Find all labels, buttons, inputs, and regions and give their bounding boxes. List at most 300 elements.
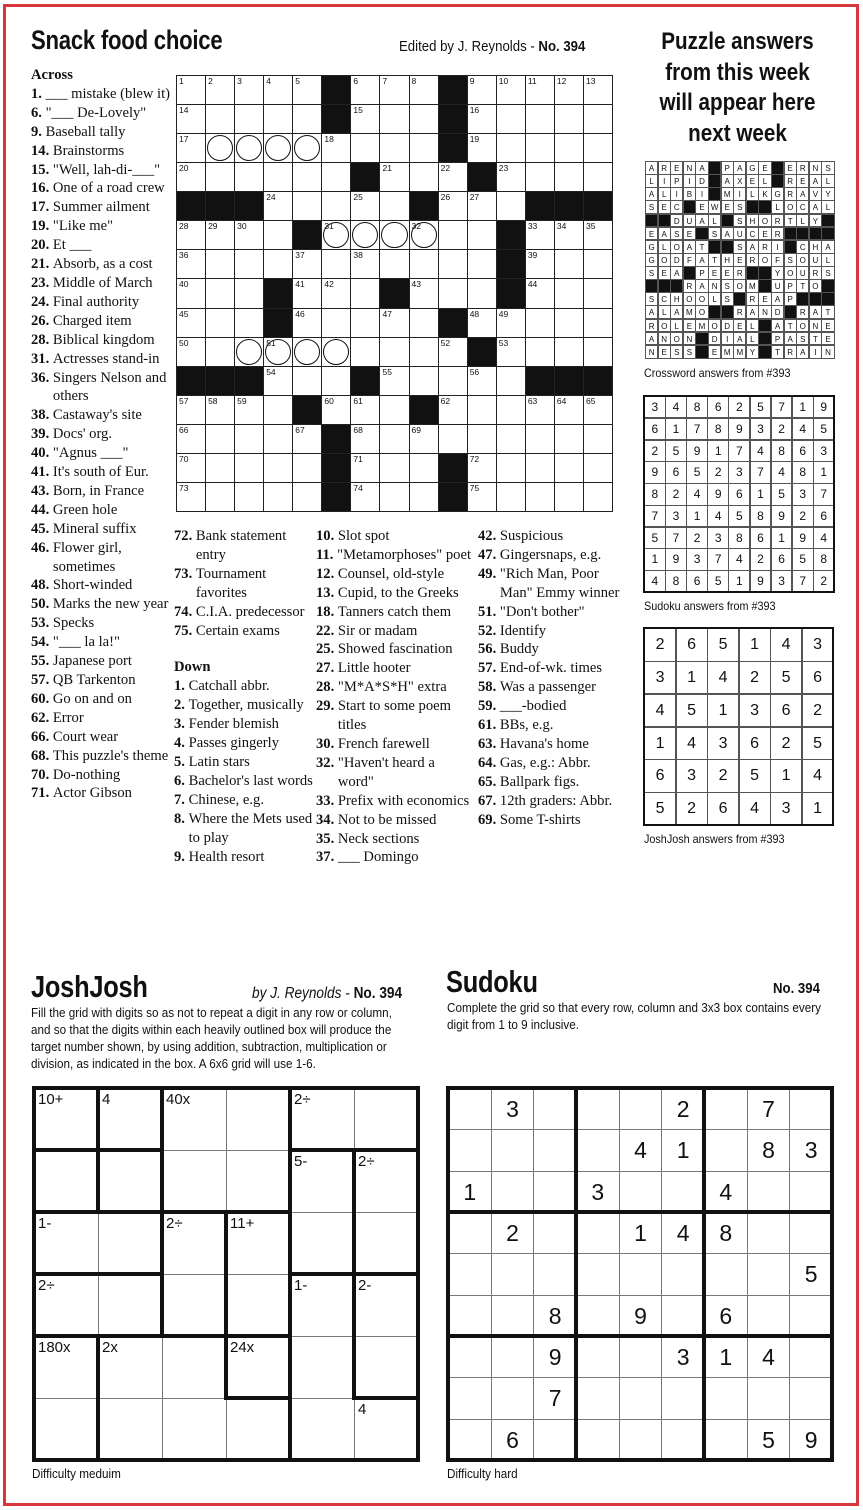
crossword-cell[interactable] [176, 104, 206, 134]
sudoku-cell-empty[interactable] [491, 1336, 535, 1378]
answer-digit: 5 [676, 694, 708, 728]
crossword-cell[interactable] [467, 395, 497, 425]
crossword-cell[interactable] [321, 308, 351, 338]
sudoku-cell-empty[interactable] [448, 1253, 492, 1295]
cell-number: 72 [469, 453, 480, 464]
sudoku-cell-empty[interactable] [789, 1336, 833, 1378]
crossword-cell[interactable] [205, 337, 235, 367]
sudoku-given: 3 [661, 1336, 705, 1378]
answer-digit: 6 [665, 461, 687, 483]
sudoku-cell-empty[interactable] [448, 1336, 492, 1378]
clue-item [174, 565, 314, 603]
sudoku-cell-empty[interactable] [576, 1253, 620, 1295]
sudoku-cell-empty[interactable] [533, 1212, 577, 1254]
sudoku-cell-empty[interactable] [747, 1212, 791, 1254]
crossword-cell[interactable] [379, 104, 409, 134]
crossword-cell[interactable] [438, 278, 468, 308]
crossword-cell[interactable] [467, 133, 497, 163]
crossword-cell[interactable] [205, 424, 235, 454]
joshjosh-cell[interactable] [354, 1088, 419, 1151]
crossword-cell[interactable] [583, 424, 613, 454]
crossword-cell[interactable] [583, 337, 613, 367]
joshjosh-cell[interactable] [354, 1336, 419, 1399]
crossword-cell[interactable] [263, 424, 293, 454]
crossword-cell[interactable] [525, 482, 555, 512]
sudoku-cell-empty[interactable] [448, 1377, 492, 1419]
crossword-cell[interactable] [350, 278, 380, 308]
crossword-cell[interactable] [292, 366, 322, 396]
answer-letter: S [683, 345, 696, 359]
crossword-cell[interactable] [467, 424, 497, 454]
crossword-cell[interactable] [379, 395, 409, 425]
crossword-cell[interactable] [176, 133, 206, 163]
crossword-cell[interactable] [292, 191, 322, 221]
crossword-cell[interactable] [554, 75, 584, 105]
sudoku-cell-empty[interactable] [747, 1377, 791, 1419]
crossword-cell[interactable] [467, 308, 497, 338]
crossword-cell[interactable] [234, 162, 264, 192]
crossword-cell[interactable] [263, 220, 293, 250]
sudoku-cell-empty[interactable] [491, 1295, 535, 1337]
crossword-cell[interactable] [467, 278, 497, 308]
joshjosh-cell[interactable] [162, 1150, 227, 1213]
crossword-cell[interactable] [409, 366, 439, 396]
crossword-cell[interactable] [350, 133, 380, 163]
crossword-cell[interactable] [496, 395, 526, 425]
crossword-cell[interactable] [438, 162, 468, 192]
crossword-cell[interactable] [438, 191, 468, 221]
crossword-cell[interactable] [379, 75, 409, 105]
crossword-cell[interactable] [496, 337, 526, 367]
crossword-cell[interactable] [292, 104, 322, 134]
crossword-cell[interactable] [554, 424, 584, 454]
answer-letter: M [721, 345, 734, 359]
sudoku-cell-empty[interactable] [448, 1129, 492, 1171]
crossword-cell[interactable] [583, 75, 613, 105]
sudoku-cell-empty[interactable] [576, 1377, 620, 1419]
sudoku-cell-empty[interactable] [576, 1088, 620, 1130]
crossword-cell[interactable] [409, 278, 439, 308]
crossword-cell[interactable] [292, 133, 322, 163]
joshjosh-cell[interactable] [162, 1274, 227, 1337]
crossword-cell[interactable] [379, 337, 409, 367]
crossword-cell[interactable] [409, 133, 439, 163]
crossword-cell[interactable] [379, 162, 409, 192]
crossword-cell[interactable] [525, 162, 555, 192]
crossword-cell[interactable] [234, 453, 264, 483]
crossword-cell[interactable] [176, 482, 206, 512]
answer-digit: 1 [707, 440, 729, 462]
cage-border [288, 1086, 292, 1152]
sudoku-cell-empty[interactable] [619, 1377, 663, 1419]
crossword-cell[interactable] [583, 133, 613, 163]
crossword-cell[interactable] [263, 453, 293, 483]
answer-letter: F [771, 253, 784, 267]
crossword-cell[interactable] [583, 453, 613, 483]
sudoku-cell-empty[interactable] [704, 1088, 748, 1130]
clue-text: C.I.A. predecessor [195, 603, 305, 620]
crossword-cell[interactable] [263, 249, 293, 279]
crossword-cell[interactable] [525, 453, 555, 483]
crossword-cell[interactable] [234, 104, 264, 134]
crossword-cell[interactable] [234, 133, 264, 163]
crossword-cell[interactable] [205, 162, 235, 192]
joshjosh-cell[interactable] [98, 1274, 163, 1337]
crossword-cell[interactable] [467, 482, 497, 512]
crossword-cell[interactable] [496, 453, 526, 483]
crossword-cell[interactable] [496, 133, 526, 163]
crossword-cell[interactable] [379, 308, 409, 338]
crossword-cell[interactable] [263, 366, 293, 396]
joshjosh-cell[interactable] [162, 1398, 227, 1461]
sudoku-cell-empty[interactable] [789, 1171, 833, 1213]
answer-letter: T [708, 253, 721, 267]
sudoku-cell-empty[interactable] [448, 1212, 492, 1254]
crossword-cell[interactable] [292, 337, 322, 367]
sudoku-cell-empty[interactable] [576, 1129, 620, 1171]
crossword-cell[interactable] [205, 482, 235, 512]
cell-number: 40 [179, 279, 189, 290]
crossword-cell[interactable] [350, 104, 380, 134]
crossword-cell[interactable] [438, 337, 468, 367]
crossword-cell[interactable] [409, 104, 439, 134]
crossword-cell[interactable] [176, 395, 206, 425]
crossword-cell[interactable] [525, 249, 555, 279]
sudoku-cell-empty[interactable] [661, 1171, 705, 1213]
answer-letter: E [695, 200, 708, 214]
clue-text: QB Tarkenton [52, 672, 136, 688]
crossword-cell[interactable] [176, 162, 206, 192]
crossword-cell[interactable] [292, 278, 322, 308]
crossword-cell[interactable] [554, 133, 584, 163]
crossword-cell[interactable] [467, 366, 497, 396]
joshjosh-cell[interactable] [290, 1336, 355, 1399]
crossword-cell[interactable] [176, 424, 206, 454]
crossword-cell[interactable] [321, 278, 351, 308]
joshjosh-cell[interactable] [290, 1398, 355, 1461]
sudoku-cell-empty[interactable] [661, 1253, 705, 1295]
crossword-cell[interactable] [554, 308, 584, 338]
crossword-cell[interactable] [496, 191, 526, 221]
sudoku-cell-empty[interactable] [619, 1419, 663, 1461]
crossword-cell[interactable] [554, 220, 584, 250]
crossword-cell[interactable] [496, 366, 526, 396]
crossword-cell[interactable] [205, 249, 235, 279]
sudoku-cell-empty[interactable] [704, 1253, 748, 1295]
crossword-cell[interactable] [205, 308, 235, 338]
crossword-cell[interactable] [176, 249, 206, 279]
crossword-cell[interactable] [554, 395, 584, 425]
sudoku-cell-empty[interactable] [448, 1295, 492, 1337]
crossword-cell[interactable] [350, 395, 380, 425]
clue-text: Where the Mets used to play [188, 810, 313, 846]
clue-number: 30. [316, 735, 338, 752]
crossword-cell[interactable] [525, 104, 555, 134]
joshjosh-cell[interactable] [354, 1212, 419, 1275]
crossword-cell[interactable] [525, 220, 555, 250]
crossword-cell[interactable] [554, 453, 584, 483]
answer-digit: 3 [707, 727, 739, 761]
joshjosh-cell[interactable] [226, 1398, 291, 1461]
sudoku-cell-empty[interactable] [576, 1212, 620, 1254]
sudoku-cell-empty[interactable] [789, 1295, 833, 1337]
crossword-cell[interactable] [554, 104, 584, 134]
sudoku-cell-empty[interactable] [533, 1171, 577, 1213]
answer-digit: 2 [813, 570, 835, 592]
sudoku-cell-empty[interactable] [448, 1419, 492, 1461]
sudoku-cell-empty[interactable] [619, 1253, 663, 1295]
crossword-cell[interactable] [350, 191, 380, 221]
sudoku-cell-empty[interactable] [533, 1088, 577, 1130]
sudoku-cell-empty[interactable] [533, 1419, 577, 1461]
sudoku-cell-empty[interactable] [704, 1129, 748, 1171]
answer-letter: M [746, 279, 759, 293]
sudoku-cell-empty[interactable] [661, 1377, 705, 1419]
crossword-cell[interactable] [583, 249, 613, 279]
crossword-cell[interactable] [525, 308, 555, 338]
crossword-cell[interactable] [176, 220, 206, 250]
answer-letter: E [733, 319, 746, 333]
crossword-cell[interactable] [321, 133, 351, 163]
crossword-cell[interactable] [205, 104, 235, 134]
crossword-cell[interactable] [176, 337, 206, 367]
crossword-cell[interactable] [496, 104, 526, 134]
sudoku-cell-empty[interactable] [747, 1295, 791, 1337]
crossword-cell[interactable] [583, 278, 613, 308]
clue-text: Marks the new year [52, 596, 169, 613]
sudoku-cell-empty[interactable] [576, 1295, 620, 1337]
crossword-cell[interactable] [205, 278, 235, 308]
crossword-cell[interactable] [350, 337, 380, 367]
joshjosh-cell[interactable] [226, 1088, 291, 1151]
crossword-cell[interactable] [350, 220, 380, 250]
crossword-cell[interactable] [263, 104, 293, 134]
crossword-cell[interactable] [292, 424, 322, 454]
sudoku-cell-empty[interactable] [576, 1419, 620, 1461]
crossword-cell[interactable] [467, 75, 497, 105]
crossword-cell[interactable] [379, 453, 409, 483]
crossword-cell[interactable] [292, 75, 322, 105]
crossword-cell[interactable] [350, 453, 380, 483]
cage-border [32, 1334, 292, 1338]
crossword-cell[interactable] [554, 278, 584, 308]
crossword-cell[interactable] [176, 308, 206, 338]
joshjosh-cell[interactable] [226, 1150, 291, 1213]
crossword-cell[interactable] [525, 278, 555, 308]
crossword-cell[interactable] [467, 104, 497, 134]
crossword-cell[interactable] [409, 337, 439, 367]
crossword-cell[interactable] [496, 75, 526, 105]
sudoku-cell-empty[interactable] [533, 1129, 577, 1171]
crossword-cell[interactable] [525, 133, 555, 163]
crossword-cell[interactable] [263, 162, 293, 192]
crossword-cell[interactable] [350, 308, 380, 338]
sudoku-cell-empty[interactable] [747, 1253, 791, 1295]
crossword-cell[interactable] [583, 104, 613, 134]
crossword-cell[interactable] [263, 482, 293, 512]
crossword-cell[interactable] [438, 366, 468, 396]
crossword-cell[interactable] [379, 424, 409, 454]
crossword-cell[interactable] [263, 395, 293, 425]
sudoku-cell-empty[interactable] [704, 1377, 748, 1419]
crossword-cell[interactable] [263, 133, 293, 163]
sudoku-cell-empty[interactable] [491, 1253, 535, 1295]
joshjosh-cell[interactable] [98, 1398, 163, 1461]
sudoku-cell-empty[interactable] [704, 1419, 748, 1461]
crossword-cell[interactable] [409, 308, 439, 338]
crossword-cell[interactable] [496, 308, 526, 338]
sudoku-cell-empty[interactable] [661, 1295, 705, 1337]
sudoku-title: Sudoku [446, 964, 538, 999]
crossword-cell[interactable] [467, 453, 497, 483]
crossword-cell[interactable] [292, 453, 322, 483]
crossword-cell[interactable] [263, 337, 293, 367]
crossword-cell[interactable] [379, 249, 409, 279]
crossword-cell[interactable] [350, 249, 380, 279]
sudoku-cell-empty[interactable] [491, 1129, 535, 1171]
answer-letter: O [695, 292, 708, 306]
cell-number: 27 [469, 192, 480, 203]
crossword-cell[interactable] [263, 191, 293, 221]
crossword-cell[interactable] [234, 337, 264, 367]
crossword-cell[interactable] [409, 424, 439, 454]
crossword-cell[interactable] [176, 278, 206, 308]
joshjosh-cell[interactable] [226, 1274, 291, 1337]
crossword-cell[interactable] [234, 424, 264, 454]
crossword-cell[interactable] [321, 191, 351, 221]
crossword-cell[interactable] [234, 75, 264, 105]
crossword-cell[interactable] [583, 308, 613, 338]
crossword-cell[interactable] [554, 162, 584, 192]
crossword-cell[interactable] [409, 453, 439, 483]
answer-digit: 3 [707, 527, 729, 549]
sudoku-cell-empty[interactable] [619, 1088, 663, 1130]
crossword-cell[interactable] [379, 133, 409, 163]
crossword-cell[interactable] [467, 249, 497, 279]
crossword-cell[interactable] [321, 395, 351, 425]
sudoku-cell-empty[interactable] [789, 1377, 833, 1419]
crossword-cell[interactable] [409, 75, 439, 105]
crossword-cell[interactable] [409, 162, 439, 192]
cell-number: 44 [527, 279, 538, 290]
answer-letter: N [708, 279, 721, 293]
crossword-cell[interactable] [350, 424, 380, 454]
crossword-cell[interactable] [583, 482, 613, 512]
crossword-cell[interactable] [583, 220, 613, 250]
crossword-cell[interactable] [438, 395, 468, 425]
crossword-cell[interactable] [292, 249, 322, 279]
crossword-cell[interactable] [234, 395, 264, 425]
crossword-cell[interactable] [321, 162, 351, 192]
crossword-cell[interactable] [496, 424, 526, 454]
crossword-cell[interactable] [176, 453, 206, 483]
crossword-cell[interactable] [205, 133, 235, 163]
crossword-cell[interactable] [409, 220, 439, 250]
cell-number: 66 [179, 424, 189, 435]
cell-number: 33 [527, 221, 538, 232]
crossword-cell[interactable] [379, 482, 409, 512]
crossword-cell[interactable] [496, 162, 526, 192]
sudoku-cell-empty[interactable] [491, 1171, 535, 1213]
crossword-cell[interactable] [350, 482, 380, 512]
crossword-cell[interactable] [176, 75, 206, 105]
crossword-cell[interactable] [292, 482, 322, 512]
crossword-cell[interactable] [438, 249, 468, 279]
crossword-cell[interactable] [379, 220, 409, 250]
crossword-cell[interactable] [234, 220, 264, 250]
crossword-cell[interactable] [205, 75, 235, 105]
crossword-cell[interactable] [554, 249, 584, 279]
sudoku-cell-empty[interactable] [747, 1171, 791, 1213]
clue-number: 5. [174, 753, 189, 770]
crossword-cell[interactable] [234, 278, 264, 308]
joshjosh-cell[interactable] [34, 1398, 99, 1461]
crossword-cell[interactable] [409, 249, 439, 279]
joshjosh-cell[interactable] [162, 1336, 227, 1399]
crossword-cell[interactable] [350, 75, 380, 105]
sudoku-cell-empty[interactable] [491, 1377, 535, 1419]
crossword-cell[interactable] [438, 424, 468, 454]
crossword-cell[interactable] [263, 75, 293, 105]
crossword-cell[interactable] [234, 482, 264, 512]
crossword-cell[interactable] [467, 191, 497, 221]
joshjosh-cell[interactable] [98, 1212, 163, 1275]
answer-letter: A [733, 161, 746, 175]
crossword-cell[interactable] [583, 395, 613, 425]
crossword-cell[interactable] [292, 162, 322, 192]
crossword-cell[interactable] [525, 424, 555, 454]
crossword-cell[interactable] [496, 482, 526, 512]
crossword-cell[interactable] [525, 395, 555, 425]
crossword-cell[interactable] [321, 366, 351, 396]
crossword-cell[interactable] [321, 337, 351, 367]
crossword-cell[interactable] [583, 162, 613, 192]
sudoku-cell-empty[interactable] [448, 1088, 492, 1130]
crossword-cell[interactable] [234, 308, 264, 338]
crossword-cell[interactable] [234, 249, 264, 279]
crossword-cell[interactable] [554, 482, 584, 512]
sudoku-cell-empty[interactable] [661, 1419, 705, 1461]
crossword-cell[interactable] [438, 220, 468, 250]
black-square [438, 75, 468, 105]
sudoku-cell-empty[interactable] [789, 1088, 833, 1130]
crossword-cell[interactable] [409, 482, 439, 512]
crossword-cell[interactable] [292, 308, 322, 338]
crossword-cell[interactable] [321, 220, 351, 250]
cage-border [96, 1086, 100, 1152]
crossword-cell[interactable] [525, 75, 555, 105]
sudoku-cell-empty[interactable] [576, 1336, 620, 1378]
sudoku-cell-empty[interactable] [533, 1253, 577, 1295]
sudoku-cell-empty[interactable] [619, 1336, 663, 1378]
crossword-cell[interactable] [379, 191, 409, 221]
crossword-cell[interactable] [321, 249, 351, 279]
crossword-cell[interactable] [205, 453, 235, 483]
black-square [554, 366, 584, 396]
crossword-cell[interactable] [467, 220, 497, 250]
crossword-cell[interactable] [554, 337, 584, 367]
crossword-cell[interactable] [379, 366, 409, 396]
clue-item [316, 848, 474, 867]
joshjosh-cell[interactable] [290, 1212, 355, 1275]
sudoku-cell-empty[interactable] [789, 1212, 833, 1254]
joshjosh-cell[interactable] [98, 1150, 163, 1213]
crossword-cell[interactable] [525, 337, 555, 367]
sudoku-cell-empty[interactable] [619, 1171, 663, 1213]
crossword-cell[interactable] [205, 220, 235, 250]
joshjosh-cell[interactable] [34, 1150, 99, 1213]
crossword-cell[interactable] [205, 395, 235, 425]
